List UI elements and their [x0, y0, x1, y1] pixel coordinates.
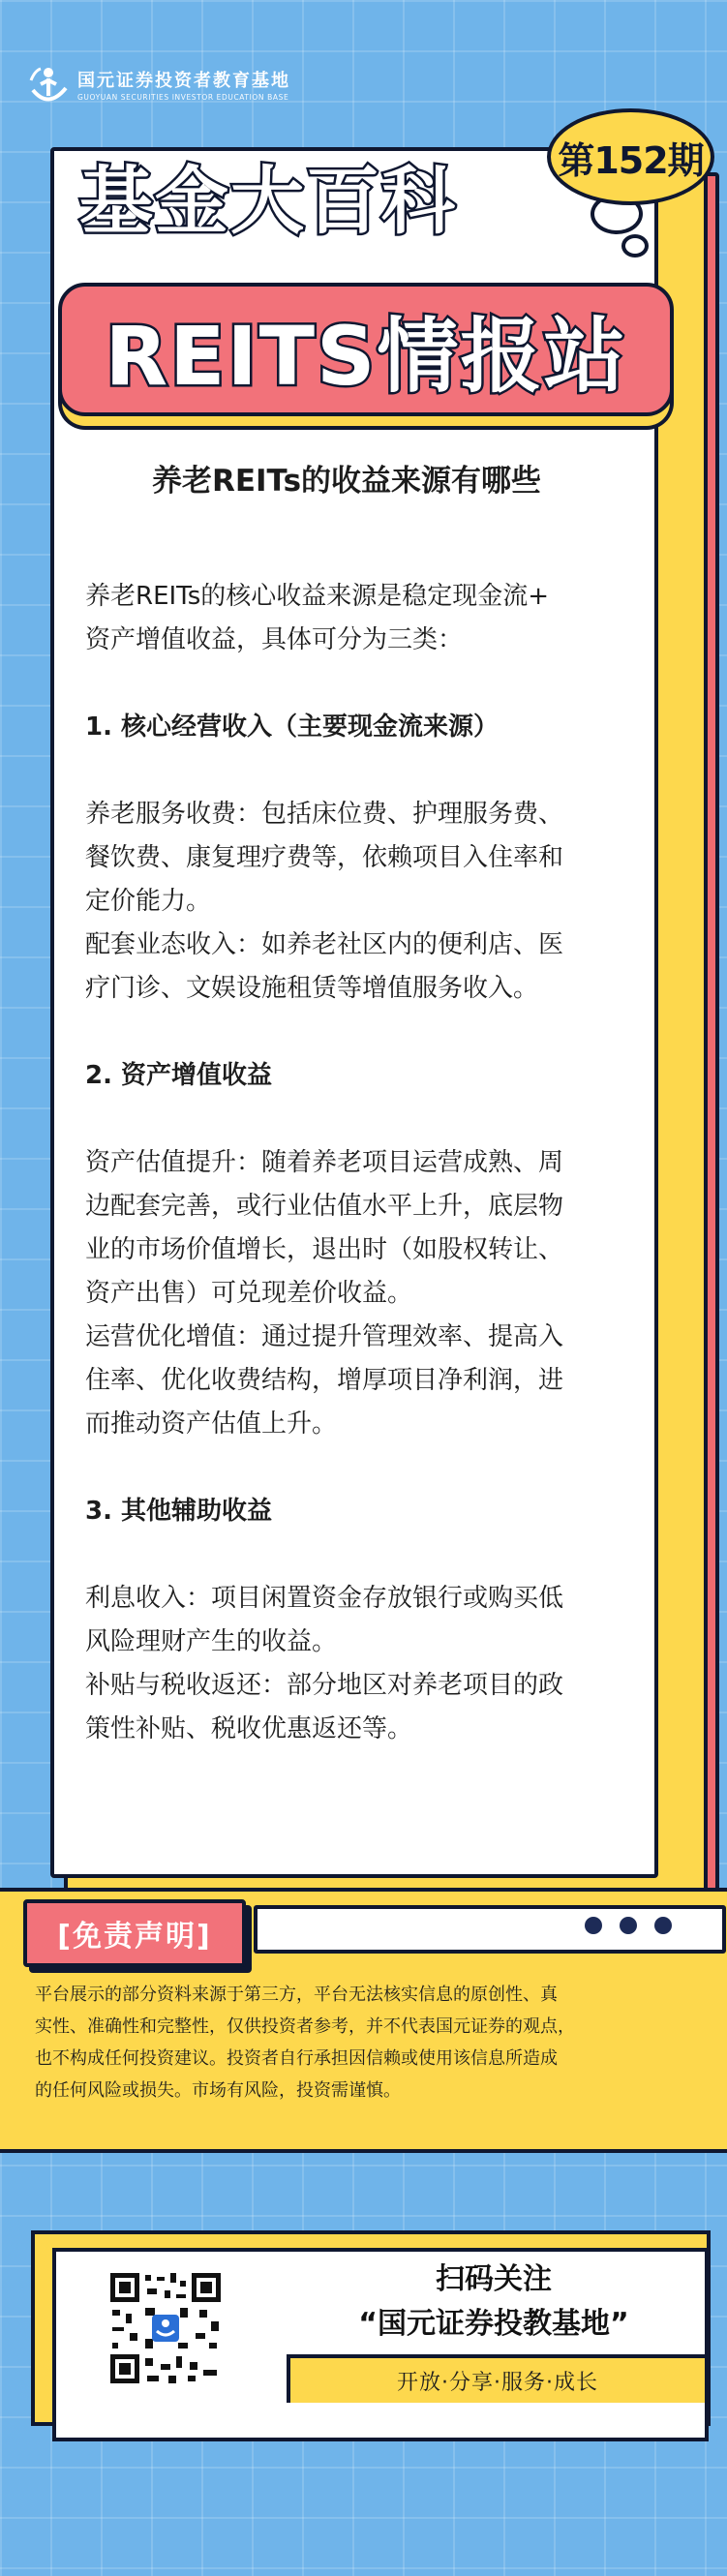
org-logo-icon: [27, 63, 70, 111]
org-name-en: GUOYUAN SECURITIES INVESTOR EDUCATION BASE: [77, 93, 289, 102]
section-line: 边配套完善，或行业估值水平上升，底层物: [85, 1192, 564, 1221]
column-title: 基金大百科: [79, 158, 457, 244]
section-line: 定价能力。: [85, 887, 212, 916]
section-line: 住率、优化收费结构，增厚项目净利润，进: [85, 1366, 564, 1395]
section-line: 业的市场价值增长，退出时（如股权转让、: [85, 1235, 564, 1264]
dot-icon: [620, 1917, 637, 1934]
qr-code[interactable]: [106, 2269, 225, 2387]
topic-banner: [58, 283, 674, 416]
section-line: 资产估值提升：随着养老项目运营成熟、周: [85, 1148, 564, 1177]
issue-badge: 第152期: [547, 108, 714, 205]
section-heading: 2. 资产增值收益: [85, 1061, 273, 1090]
section-line: 运营优化增值：通过提升管理效率、提高入: [85, 1322, 564, 1351]
disclaimer-line: 平台展示的部分资料来源于第三方，平台无法核实信息的原创性、真: [35, 1985, 558, 2005]
section-line: 资产出售）可兑现差价收益。: [85, 1279, 413, 1308]
topic-banner-text: REITS情报站: [105, 308, 627, 404]
disclaimer-tag: [免责声明]: [23, 1899, 246, 1967]
section-line: 利息收入：项目闲置资金存放银行或购买低: [85, 1584, 564, 1613]
section-line: 补贴与税收返还：部分地区对养老项目的政: [85, 1671, 564, 1700]
speech-bubble-small-icon: [621, 234, 649, 258]
intro-line: 资产增值收益，具体可分为三类：: [85, 625, 464, 654]
section-line: 风险理财产生的收益。: [85, 1627, 338, 1656]
org-logo: [27, 58, 290, 116]
footer-slogan: 开放·分享·服务·成长: [287, 2354, 705, 2403]
section-line: 疗门诊、文娱设施租赁等增值服务收入。: [85, 974, 539, 1003]
section-line: 策性补贴、税收优惠返还等。: [85, 1714, 413, 1743]
footer-scan-label: 扫码关注: [436, 2262, 552, 2296]
section-line: 而推动资产估值上升。: [85, 1409, 338, 1439]
disclaimer-line: 实性、准确性和完整性，仅供投资者参考，并不代表国元证券的观点，: [35, 2016, 575, 2037]
article-body: [85, 460, 637, 1751]
disclaimer-line: 的任何风险或损失。市场有风险，投资需谨慎。: [35, 2080, 401, 2101]
section-heading: 3. 其他辅助收益: [85, 1497, 273, 1526]
section-line: 配套业态收入：如养老社区内的便利店、医: [85, 930, 564, 959]
article-intro: [85, 575, 637, 662]
intro-line: 养老REITs的核心收益来源是稳定现金流+: [85, 582, 550, 611]
section-line: 餐饮费、康复理疗费等，依赖项目入住率和: [85, 843, 564, 872]
disclaimer-line: 也不构成任何投资建议。投资者自行承担因信赖或使用该信息所造成: [35, 2048, 558, 2069]
org-name-cn: 国元证券投资者教育基地: [77, 71, 290, 91]
footer-account-name: “国元证券投教基地”: [358, 2307, 629, 2341]
article-title: 养老REITs的收益来源有哪些: [151, 464, 542, 499]
disclaimer-text: [35, 1979, 693, 2106]
dot-icon: [654, 1917, 672, 1934]
dot-icon: [585, 1917, 602, 1934]
section-line: 养老服务收费：包括床位费、护理服务费、: [85, 800, 564, 829]
section-heading: 1. 核心经营收入（主要现金流来源）: [85, 712, 500, 742]
